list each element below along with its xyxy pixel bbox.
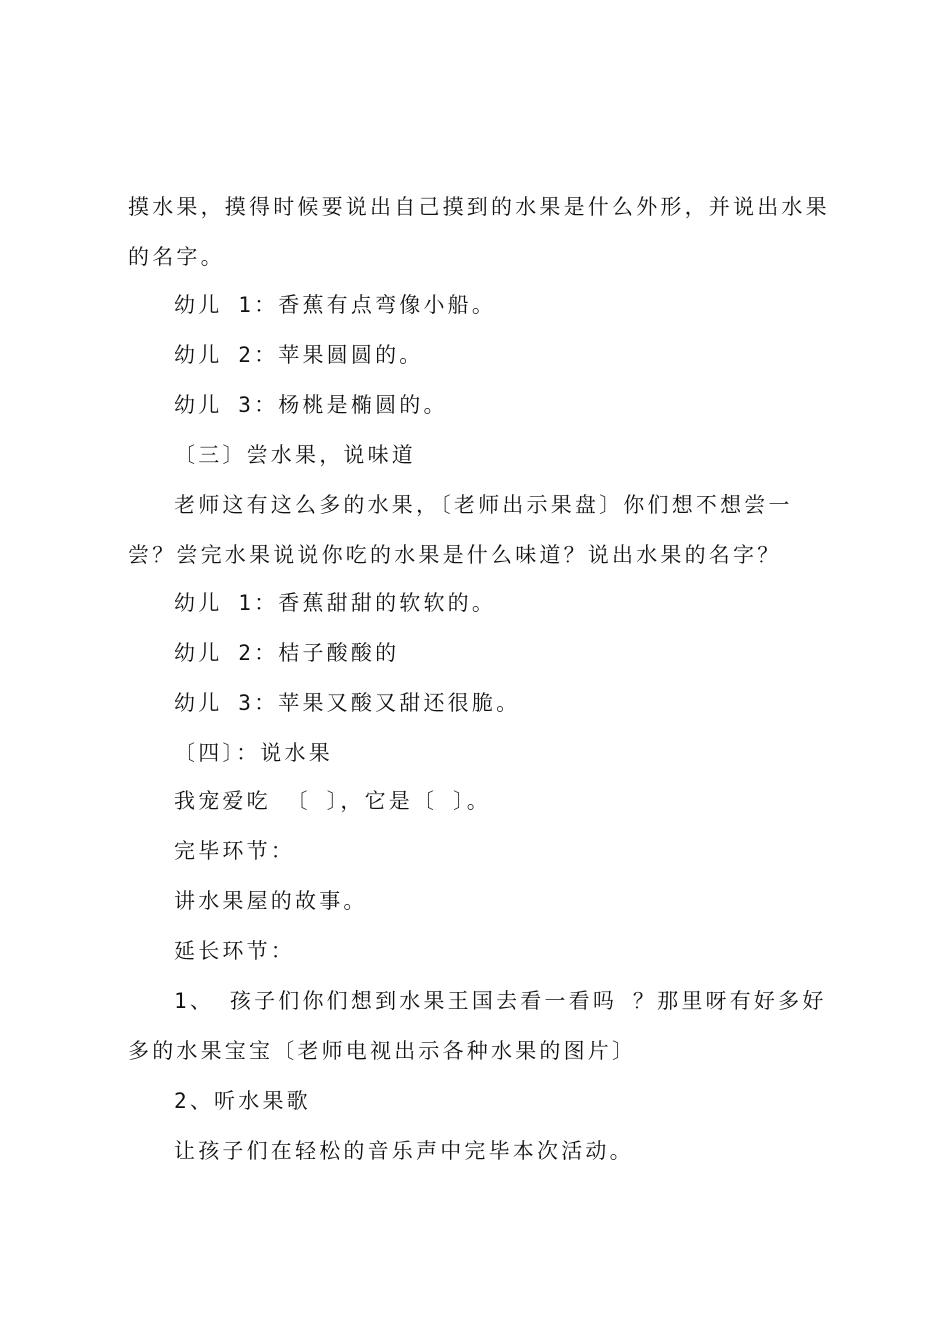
paragraph-child-3-starfruit: 幼儿 3：杨桃是椭圆的。 [174,393,448,417]
paragraph-child-2-apple: 幼儿 2：苹果圆圆的。 [174,343,424,367]
paragraph-child-2-taste: 幼儿 2：桔子酸酸的 [174,641,400,665]
paragraph-teacher-question: 老师这有这么多的水果，〔老师出示果盘〕你们想不想尝一尝？尝完水果说说你吃的水果是什么味道？说出水果的名字？ [128,493,793,567]
paragraph-extension-item-1: 1、 孩子们你们想到水果王国去看一看吗 ？那里呀有好多好多的水果宝宝〔老师电视出示各种水果的图片〕 [128,989,827,1063]
paragraph-child-3-taste: 幼儿 3：苹果又酸又甜还很脆。 [174,691,521,715]
section-heading-extension: 延长环节： [174,939,295,963]
paragraph-child-1-taste: 幼儿 1：香蕉甜甜的软软的。 [174,591,497,615]
section-heading-say-fruit: 〔四〕：说水果 [174,741,333,765]
paragraph-child-1-banana: 幼儿 1：香蕉有点弯像小船。 [174,293,497,317]
paragraph-extension-item-2: 2、听水果歌 [174,1089,311,1113]
paragraph-fill-in-sentence: 我宠爱吃 〔 〕，它是〔 〕。 [174,789,491,813]
paragraph-closing: 让孩子们在轻松的音乐声中完毕本次活动。 [174,1139,634,1163]
paragraph-touch-fruit: 摸水果，摸得时候要说出自己摸到的水果是什么外形，并说出水果的名字。 [128,195,830,269]
section-heading-ending: 完毕环节： [174,839,295,863]
section-heading-taste-fruit: 〔三〕尝水果，说味道 [174,443,416,467]
paragraph-story: 讲水果屋的故事。 [174,889,368,913]
